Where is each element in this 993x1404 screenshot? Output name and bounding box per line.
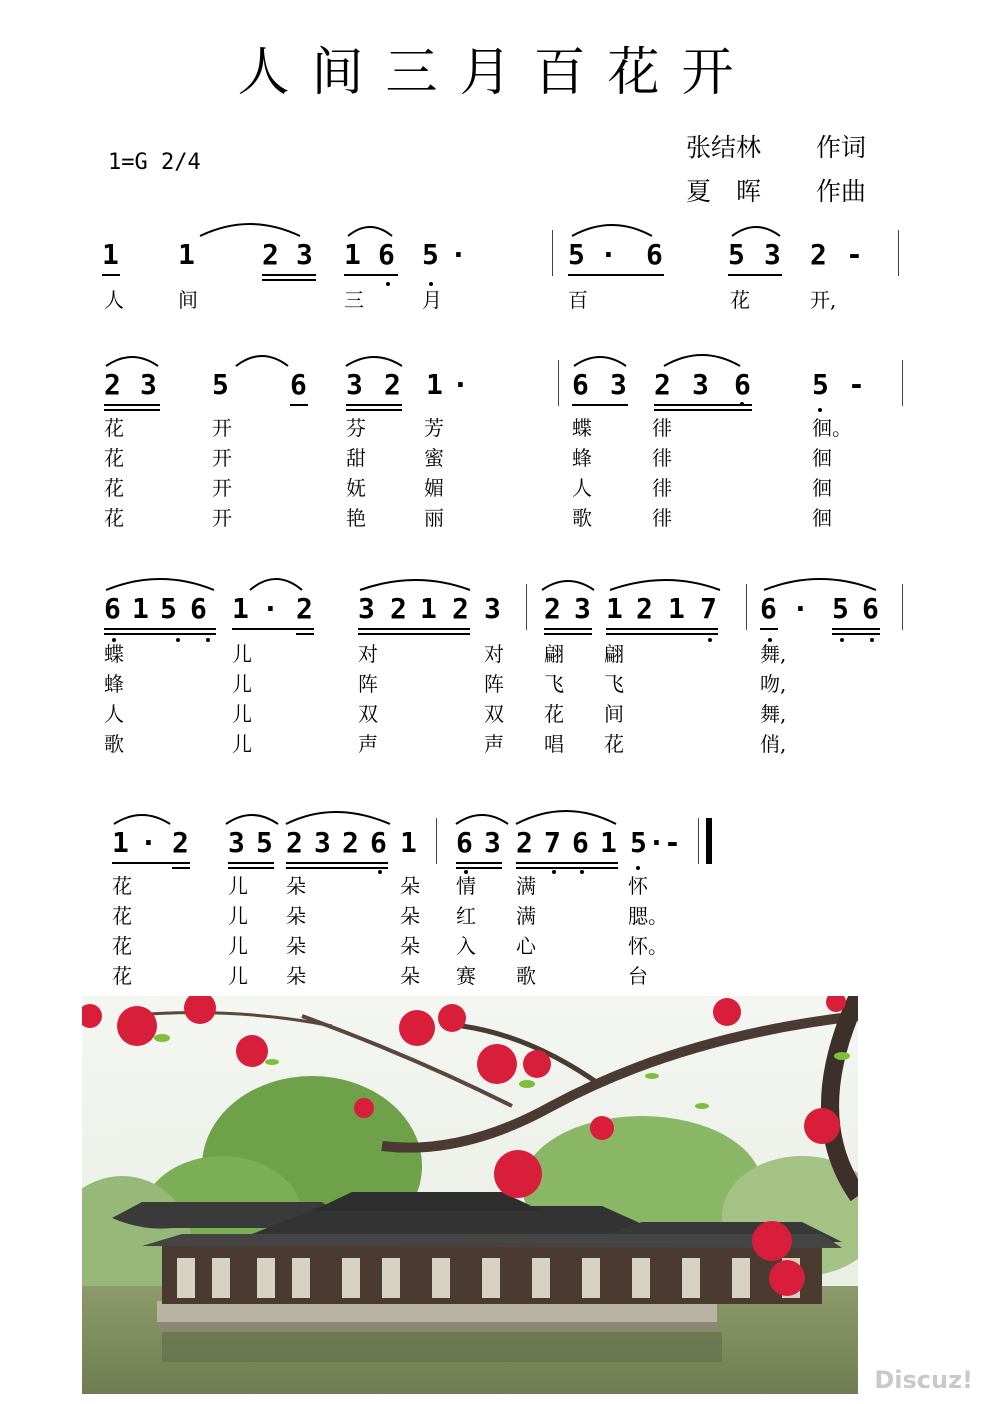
note: 2 — [516, 826, 533, 859]
lyric: 朵 — [286, 934, 306, 958]
dash: - — [846, 238, 863, 271]
underline — [228, 867, 274, 869]
key-signature: 1=G 2/4 — [108, 150, 201, 175]
lyric: 开 — [212, 416, 232, 440]
dot-duration: · — [140, 826, 157, 859]
underline — [112, 862, 190, 864]
note: 1 — [344, 238, 361, 271]
lyric: 开 — [212, 446, 232, 470]
lyric: 人 — [572, 476, 592, 500]
underline — [104, 633, 216, 635]
underline — [456, 862, 502, 864]
note: 3 — [610, 368, 627, 401]
note: 7 — [544, 826, 561, 859]
underline — [172, 867, 190, 869]
lyric: 对 — [484, 642, 504, 666]
lyric: 满 — [516, 874, 536, 898]
underline — [358, 633, 470, 635]
lyric: 徘 — [652, 476, 672, 500]
lyric: 蜂 — [572, 446, 592, 470]
lyric: 情 — [456, 874, 476, 898]
note: 6 — [190, 592, 207, 625]
low-octave-dot — [740, 402, 744, 406]
lyric: 双 — [484, 702, 504, 726]
underline — [654, 409, 752, 411]
note: 1 — [606, 592, 623, 625]
underline — [228, 862, 274, 864]
dash: - — [848, 368, 865, 401]
lyric: 月 — [422, 288, 442, 312]
lyric: 儿 — [232, 732, 252, 756]
note: 1 — [600, 826, 617, 859]
underline — [832, 633, 880, 635]
lyric: 开 — [212, 476, 232, 500]
note: 1 — [102, 238, 119, 271]
underline — [104, 628, 216, 630]
lyrics-line-4 — [0, 874, 993, 994]
note: 3 — [484, 592, 501, 625]
note: 6 — [572, 826, 589, 859]
lyric: 舞, — [760, 702, 787, 726]
lyric: 间 — [178, 288, 198, 312]
dot-duration: · — [648, 826, 665, 859]
note: 6 — [370, 826, 387, 859]
lyric: 儿 — [232, 702, 252, 726]
lyric: 入 — [456, 934, 476, 958]
lyric: 朵 — [286, 874, 306, 898]
composer-name: 夏 晖 — [686, 177, 762, 206]
lyrics-line-2 — [0, 416, 993, 536]
note: 5 — [212, 368, 229, 401]
underline — [296, 633, 314, 635]
lyric: 徊 — [812, 506, 832, 530]
lyric: 间 — [604, 702, 624, 726]
lyric: 朵 — [286, 964, 306, 988]
lyric: 赛 — [456, 964, 476, 988]
bar-line — [746, 584, 747, 630]
lyric: 花 — [604, 732, 624, 756]
underline — [346, 404, 402, 406]
lyric: 飞 — [544, 672, 564, 696]
lyric: 艳 — [346, 506, 366, 530]
lyric: 丽 — [424, 506, 444, 530]
lyrics-line-1 — [0, 288, 993, 318]
lyric: 腮。 — [628, 904, 668, 928]
underline — [286, 867, 388, 869]
lyric: 开, — [810, 288, 837, 312]
note: 2 — [452, 592, 469, 625]
lyric: 芳 — [424, 416, 444, 440]
dot-duration: · — [452, 368, 469, 401]
note: 2 — [286, 826, 303, 859]
note: 2 — [262, 238, 279, 271]
lyric: 对 — [358, 642, 378, 666]
lyric: 芬 — [346, 416, 366, 440]
lyric: 朵 — [286, 904, 306, 928]
note: 6 — [104, 592, 121, 625]
lyric: 花 — [112, 964, 132, 988]
underline — [358, 628, 470, 630]
lyric: 百 — [568, 288, 588, 312]
note: 5 — [630, 826, 647, 859]
lyricist-name: 张结林 — [686, 133, 762, 162]
note: 6 — [862, 592, 879, 625]
note: 3 — [692, 368, 709, 401]
lyric: 徊 — [812, 476, 832, 500]
note: 2 — [296, 592, 313, 625]
lyric: 徘 — [652, 446, 672, 470]
underline — [606, 633, 718, 635]
note: 2 — [544, 592, 561, 625]
lyric: 徘 — [652, 506, 672, 530]
lyric: 花 — [104, 446, 124, 470]
lyric: 人 — [104, 702, 124, 726]
lyric: 蜂 — [104, 672, 124, 696]
lyric: 朵 — [400, 904, 420, 928]
lyric: 媚 — [424, 476, 444, 500]
underline — [290, 404, 308, 406]
bar-line — [698, 818, 699, 864]
lyric: 满 — [516, 904, 536, 928]
lyric: 儿 — [232, 642, 252, 666]
note: 2 — [342, 826, 359, 859]
lyric: 儿 — [228, 934, 248, 958]
lyric: 花 — [730, 288, 750, 312]
lyric: 蜜 — [424, 446, 444, 470]
dot-duration: · — [600, 238, 617, 271]
lyric: 人 — [104, 288, 124, 312]
lyric: 儿 — [228, 874, 248, 898]
bar-line — [436, 818, 437, 864]
dot-duration: · — [262, 592, 279, 625]
dash: - — [664, 826, 681, 859]
lyric: 台 — [628, 964, 648, 988]
dot-duration: · — [450, 238, 467, 271]
note: 1 — [426, 368, 443, 401]
note: 2 — [104, 368, 121, 401]
bar-line — [902, 584, 903, 630]
lyric: 儿 — [232, 672, 252, 696]
note: 5 — [832, 592, 849, 625]
lyric: 翩 — [604, 642, 624, 666]
lyric: 歌 — [104, 732, 124, 756]
lyric: 花 — [112, 874, 132, 898]
note: 6 — [572, 368, 589, 401]
underline — [232, 628, 314, 630]
note: 3 — [296, 238, 313, 271]
lyric: 舞, — [760, 642, 787, 666]
note: 6 — [378, 238, 395, 271]
lyric: 儿 — [228, 904, 248, 928]
lyric: 双 — [358, 702, 378, 726]
note: 5 — [568, 238, 585, 271]
lyric: 心 — [516, 934, 536, 958]
underline — [104, 404, 160, 406]
lyric: 开 — [212, 506, 232, 530]
note: 1 — [132, 592, 149, 625]
lyric: 声 — [358, 732, 378, 756]
underline — [654, 404, 752, 406]
lyric: 花 — [112, 934, 132, 958]
bar-line — [526, 584, 527, 630]
lyric: 花 — [104, 506, 124, 530]
lyric: 歌 — [572, 506, 592, 530]
note: 2 — [654, 368, 671, 401]
note: 2 — [172, 826, 189, 859]
note: 3 — [358, 592, 375, 625]
lyric: 蝶 — [572, 416, 592, 440]
lyric: 歌 — [516, 964, 536, 988]
note: 1 — [112, 826, 129, 859]
lyric: 朵 — [400, 934, 420, 958]
underline — [346, 409, 402, 411]
lyric: 妩 — [346, 476, 366, 500]
underline — [572, 404, 628, 406]
lyric: 儿 — [228, 964, 248, 988]
low-octave-dot — [818, 408, 822, 412]
note: 5 — [422, 238, 439, 271]
low-octave-dot — [636, 866, 640, 870]
composer-role: 作曲 — [816, 177, 867, 206]
lyric: 蝶 — [104, 642, 124, 666]
underline — [104, 409, 160, 411]
note: 7 — [700, 592, 717, 625]
note: 3 — [484, 826, 501, 859]
lyric: 怀 — [628, 874, 648, 898]
note: 1 — [420, 592, 437, 625]
watermark: Discuz! — [874, 1366, 973, 1394]
note: 2 — [390, 592, 407, 625]
note: 3 — [140, 368, 157, 401]
note: 3 — [346, 368, 363, 401]
note: 3 — [764, 238, 781, 271]
lyric: 花 — [112, 904, 132, 928]
pavilion-illustration — [82, 996, 858, 1394]
bar-line — [902, 360, 903, 406]
underline — [456, 867, 502, 869]
lyric: 花 — [104, 476, 124, 500]
lyric: 飞 — [604, 672, 624, 696]
note: 5 — [256, 826, 273, 859]
dot-duration: · — [792, 592, 809, 625]
note: 1 — [232, 592, 249, 625]
lyric: 徘 — [652, 416, 672, 440]
note: 2 — [384, 368, 401, 401]
underline — [544, 628, 592, 630]
underline — [516, 862, 618, 864]
lyric: 阵 — [484, 672, 504, 696]
note: 2 — [810, 238, 827, 271]
note: 1 — [178, 238, 195, 271]
underline — [760, 628, 778, 630]
lyric: 俏, — [760, 732, 787, 756]
note: 5 — [812, 368, 829, 401]
underline — [832, 628, 880, 630]
lyric: 花 — [104, 416, 124, 440]
lyric: 红 — [456, 904, 476, 928]
underline — [606, 628, 718, 630]
final-bar-line — [706, 818, 712, 864]
lyric: 三 — [344, 288, 364, 312]
lyric: 唱 — [544, 732, 564, 756]
underline — [286, 862, 388, 864]
note: 6 — [646, 238, 663, 271]
lyrics-line-3 — [0, 642, 993, 762]
note: 3 — [314, 826, 331, 859]
bar-line — [558, 360, 559, 406]
pavilion-blossom-photo — [82, 996, 858, 1394]
lyric: 朵 — [400, 874, 420, 898]
note: 1 — [400, 826, 417, 859]
note: 6 — [290, 368, 307, 401]
note: 2 — [636, 592, 653, 625]
note: 3 — [228, 826, 245, 859]
lyric: 甜 — [346, 446, 366, 470]
lyric: 阵 — [358, 672, 378, 696]
underline — [544, 633, 592, 635]
note: 5 — [160, 592, 177, 625]
lyric: 怀。 — [628, 934, 668, 958]
note: 6 — [734, 368, 751, 401]
lyric: 徊。 — [812, 416, 852, 440]
underline — [516, 867, 618, 869]
lyric: 花 — [544, 702, 564, 726]
note: 3 — [574, 592, 591, 625]
lyric: 翩 — [544, 642, 564, 666]
note: 1 — [668, 592, 685, 625]
lyric: 吻, — [760, 672, 787, 696]
lyric: 声 — [484, 732, 504, 756]
note: 6 — [760, 592, 777, 625]
note: 6 — [456, 826, 473, 859]
lyric: 朵 — [400, 964, 420, 988]
lyric: 徊 — [812, 446, 832, 470]
note: 5 — [728, 238, 745, 271]
lyricist-role: 作词 — [816, 133, 867, 162]
song-title: 人间三月百花开 — [237, 43, 756, 103]
